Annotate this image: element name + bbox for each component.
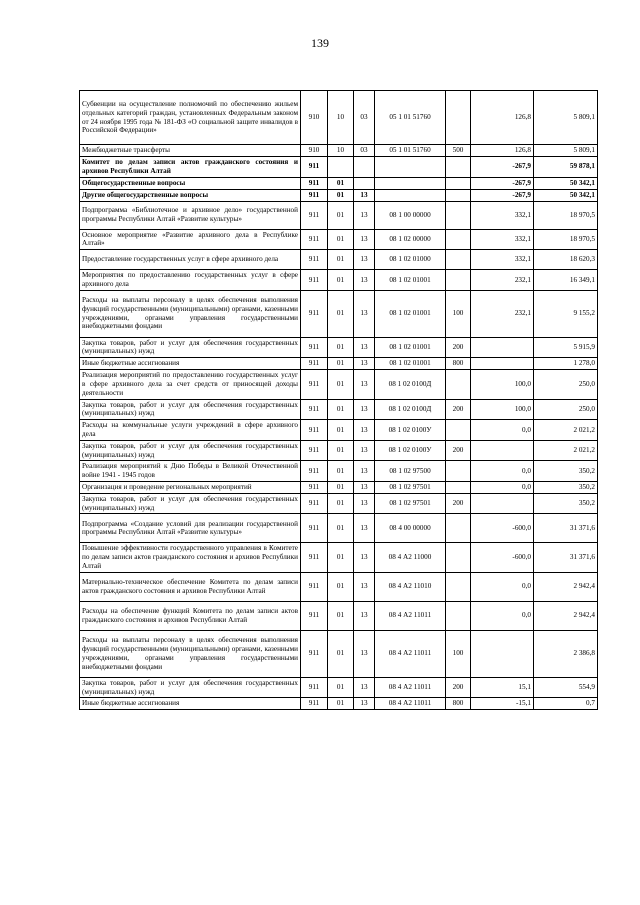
row-total-amount: 350,2	[534, 481, 598, 493]
table-row	[80, 572, 598, 601]
row-subsection-code: 13	[354, 677, 375, 698]
table-row	[80, 145, 598, 157]
row-subsection-code: 13	[354, 572, 375, 601]
row-section-code: 01	[328, 572, 354, 601]
row-expense-type-code	[446, 189, 471, 201]
row-change-amount: 100,0	[471, 399, 534, 420]
row-expense-type-code: 100	[446, 290, 471, 337]
row-subsection-code: 03	[354, 91, 375, 145]
row-name: Закупка товаров, работ и услуг для обеспечения государственных (муниципальных) нужд	[80, 440, 301, 461]
table-row	[80, 290, 598, 337]
row-name: Комитет по делам записи актов гражданского состояния и архивов Республики Алтай	[80, 157, 301, 178]
row-total-amount: 50 342,1	[534, 177, 598, 189]
row-target-article-code: 08 4 А2 11010	[375, 572, 446, 601]
row-target-article-code: 08 1 02 97501	[375, 481, 446, 493]
row-total-amount: 18 970,5	[534, 229, 598, 250]
row-section-code: 01	[328, 461, 354, 482]
table-row	[80, 481, 598, 493]
row-expense-type-code: 200	[446, 399, 471, 420]
row-target-article-code: 08 1 02 01000	[375, 250, 446, 270]
row-expense-type-code	[446, 420, 471, 441]
table-row	[80, 91, 598, 145]
row-ved-code: 911	[301, 189, 328, 201]
row-total-amount: 2 021,2	[534, 440, 598, 461]
table-row	[80, 493, 598, 514]
row-expense-type-code	[446, 514, 471, 543]
row-expense-type-code: 200	[446, 677, 471, 698]
row-target-article-code: 08 4 А2 11011	[375, 630, 446, 677]
row-change-amount	[471, 440, 534, 461]
row-section-code: 01	[328, 201, 354, 229]
row-target-article-code: 08 4 00 00000	[375, 514, 446, 543]
row-total-amount: 350,2	[534, 461, 598, 482]
row-name: Организация и проведение региональных мероприятий	[80, 481, 301, 493]
row-ved-code: 911	[301, 630, 328, 677]
row-name: Закупка товаров, работ и услуг для обеспечения государственных (муниципальных) нужд	[80, 493, 301, 514]
row-section-code: 01	[328, 543, 354, 572]
row-subsection-code: 03	[354, 145, 375, 157]
row-name: Мероприятия по предоставлению государственных услуг в сфере архивного дела	[80, 270, 301, 291]
row-change-amount: 232,1	[471, 270, 534, 291]
row-section-code	[328, 157, 354, 178]
row-expense-type-code	[446, 543, 471, 572]
row-change-amount: 0,0	[471, 572, 534, 601]
row-ved-code: 911	[301, 399, 328, 420]
row-target-article-code: 08 1 02 97501	[375, 493, 446, 514]
row-expense-type-code	[446, 270, 471, 291]
row-section-code: 01	[328, 250, 354, 270]
row-total-amount: 554,9	[534, 677, 598, 698]
row-ved-code: 911	[301, 514, 328, 543]
row-name: Предоставление государственных услуг в сфере архивного дела	[80, 250, 301, 270]
row-subsection-code: 13	[354, 481, 375, 493]
row-section-code: 01	[328, 677, 354, 698]
table-row	[80, 250, 598, 270]
row-expense-type-code	[446, 229, 471, 250]
row-total-amount: 0,7	[534, 698, 598, 710]
table-row	[80, 698, 598, 710]
row-ved-code: 911	[301, 229, 328, 250]
row-ved-code: 910	[301, 145, 328, 157]
row-section-code: 01	[328, 290, 354, 337]
row-subsection-code: 13	[354, 440, 375, 461]
row-subsection-code: 13	[354, 250, 375, 270]
table-row	[80, 177, 598, 189]
row-total-amount: 5 915,9	[534, 337, 598, 358]
row-section-code: 01	[328, 601, 354, 630]
row-ved-code: 911	[301, 420, 328, 441]
row-section-code: 01	[328, 229, 354, 250]
row-subsection-code	[354, 157, 375, 178]
row-ved-code: 911	[301, 270, 328, 291]
row-ved-code: 911	[301, 201, 328, 229]
row-section-code: 01	[328, 630, 354, 677]
row-ved-code: 911	[301, 493, 328, 514]
row-target-article-code: 08 4 А2 11011	[375, 601, 446, 630]
table-row	[80, 461, 598, 482]
row-change-amount: 0,0	[471, 481, 534, 493]
row-change-amount	[471, 493, 534, 514]
row-ved-code: 911	[301, 370, 328, 399]
row-ved-code: 911	[301, 358, 328, 370]
row-target-article-code	[375, 189, 446, 201]
row-total-amount: 2 386,8	[534, 630, 598, 677]
row-name: Общегосударственные вопросы	[80, 177, 301, 189]
budget-table	[79, 90, 598, 710]
row-name: Закупка товаров, работ и услуг для обеспечения государственных (муниципальных) нужд	[80, 399, 301, 420]
row-change-amount: 0,0	[471, 461, 534, 482]
row-total-amount: 31 371,6	[534, 514, 598, 543]
row-target-article-code	[375, 177, 446, 189]
row-subsection-code: 13	[354, 201, 375, 229]
table-row	[80, 543, 598, 572]
row-target-article-code: 08 1 02 01001	[375, 270, 446, 291]
row-target-article-code: 08 4 А2 11011	[375, 677, 446, 698]
row-expense-type-code	[446, 572, 471, 601]
table-row	[80, 358, 598, 370]
row-total-amount: 50 342,1	[534, 189, 598, 201]
row-target-article-code: 08 1 02 01001	[375, 337, 446, 358]
table-row	[80, 189, 598, 201]
row-change-amount: -600,0	[471, 543, 534, 572]
row-name: Повышение эффективности государственного управления в Комитете по делам записи актов гражданского состояния и архивов Республики Алтай	[80, 543, 301, 572]
row-name: Расходы на выплаты персоналу в целях обеспечения выполнения функций государственными (муниципальными) органами, казенными учреждениями, органами управления государственными внебюджетными фондами	[80, 630, 301, 677]
row-subsection-code	[354, 177, 375, 189]
row-total-amount: 18 970,5	[534, 201, 598, 229]
row-section-code: 01	[328, 481, 354, 493]
table-row	[80, 201, 598, 229]
row-expense-type-code: 200	[446, 337, 471, 358]
row-target-article-code: 08 1 02 01001	[375, 358, 446, 370]
row-name: Расходы на выплаты персоналу в целях обеспечения выполнения функций государственными (муниципальными) органами, казенными учреждениями, органами управления государственными внебюджетными фондами	[80, 290, 301, 337]
row-section-code: 01	[328, 440, 354, 461]
row-name: Подпрограмма «Создание условий для реализации государственной программы Республики Алтай «Развитие культуры»	[80, 514, 301, 543]
row-target-article-code: 08 4 А2 11000	[375, 543, 446, 572]
row-section-code: 01	[328, 370, 354, 399]
row-expense-type-code: 100	[446, 630, 471, 677]
row-name: Закупка товаров, работ и услуг для обеспечения государственных (муниципальных) нужд	[80, 337, 301, 358]
row-section-code: 10	[328, 145, 354, 157]
row-subsection-code: 13	[354, 461, 375, 482]
row-change-amount: -600,0	[471, 514, 534, 543]
row-total-amount: 18 620,3	[534, 250, 598, 270]
row-section-code: 01	[328, 189, 354, 201]
row-ved-code: 910	[301, 91, 328, 145]
row-total-amount: 5 809,1	[534, 91, 598, 145]
row-target-article-code: 05 1 01 51760	[375, 91, 446, 145]
row-ved-code: 911	[301, 698, 328, 710]
table-row	[80, 337, 598, 358]
row-change-amount	[471, 337, 534, 358]
row-subsection-code: 13	[354, 420, 375, 441]
row-total-amount: 2 942,4	[534, 601, 598, 630]
row-expense-type-code	[446, 461, 471, 482]
row-subsection-code: 13	[354, 601, 375, 630]
row-ved-code: 911	[301, 572, 328, 601]
row-target-article-code	[375, 157, 446, 178]
table-row	[80, 420, 598, 441]
row-target-article-code: 08 1 00 00000	[375, 201, 446, 229]
row-total-amount: 2 021,2	[534, 420, 598, 441]
row-subsection-code: 13	[354, 543, 375, 572]
row-expense-type-code	[446, 370, 471, 399]
table-row	[80, 370, 598, 399]
row-expense-type-code	[446, 481, 471, 493]
row-target-article-code: 08 1 02 01001	[375, 290, 446, 337]
row-subsection-code: 13	[354, 229, 375, 250]
row-ved-code: 911	[301, 157, 328, 178]
row-section-code: 01	[328, 270, 354, 291]
row-target-article-code: 08 1 02 97500	[375, 461, 446, 482]
page-number: 139	[311, 36, 329, 50]
row-expense-type-code	[446, 157, 471, 178]
row-expense-type-code: 500	[446, 145, 471, 157]
row-ved-code: 911	[301, 337, 328, 358]
row-name: Субвенции на осуществление полномочий по обеспечению жильем отдельных категорий граждан, установленных Федеральным законом от 24 ноября 1995 года № 181-ФЗ «О социальной защите инвалидов в Российской Федерации»	[80, 91, 301, 145]
row-change-amount: 0,0	[471, 420, 534, 441]
row-subsection-code: 13	[354, 493, 375, 514]
row-total-amount: 5 809,1	[534, 145, 598, 157]
row-change-amount: 0,0	[471, 601, 534, 630]
row-change-amount: 126,8	[471, 91, 534, 145]
row-change-amount: 126,8	[471, 145, 534, 157]
row-section-code: 01	[328, 358, 354, 370]
table-row	[80, 630, 598, 677]
row-change-amount: 15,1	[471, 677, 534, 698]
row-subsection-code: 13	[354, 630, 375, 677]
row-name: Материально-техническое обеспечение Комитета по делам записи актов гражданского состояния и архивов Республики Алтай	[80, 572, 301, 601]
row-section-code: 01	[328, 399, 354, 420]
row-total-amount: 250,0	[534, 370, 598, 399]
row-target-article-code: 08 1 02 0100Д	[375, 399, 446, 420]
row-name: Расходы на коммунальные услуги учреждений в сфере архивного дела	[80, 420, 301, 441]
row-total-amount: 1 278,0	[534, 358, 598, 370]
row-ved-code: 911	[301, 677, 328, 698]
row-name: Расходы на обеспечение функций Комитета по делам записи актов гражданского состояния и архивов Республики Алтай	[80, 601, 301, 630]
row-change-amount: 232,1	[471, 290, 534, 337]
row-target-article-code: 08 1 02 0100Д	[375, 370, 446, 399]
row-expense-type-code: 200	[446, 440, 471, 461]
row-ved-code: 911	[301, 250, 328, 270]
row-name: Подпрограмма «Библиотечное и архивное дело» государственной программы Республики Алтай «Развитие культуры»	[80, 201, 301, 229]
row-change-amount: -267,9	[471, 177, 534, 189]
table-row	[80, 514, 598, 543]
row-name: Иные бюджетные ассигнования	[80, 358, 301, 370]
row-expense-type-code: 800	[446, 698, 471, 710]
row-subsection-code: 13	[354, 399, 375, 420]
row-name: Реализация мероприятий к Дню Победы в Великой Отечественной войне 1941 - 1945 годов	[80, 461, 301, 482]
row-section-code: 10	[328, 91, 354, 145]
row-subsection-code: 13	[354, 270, 375, 291]
row-subsection-code: 13	[354, 189, 375, 201]
row-change-amount: 332,1	[471, 250, 534, 270]
row-total-amount: 350,2	[534, 493, 598, 514]
row-expense-type-code: 800	[446, 358, 471, 370]
row-name: Закупка товаров, работ и услуг для обеспечения государственных (муниципальных) нужд	[80, 677, 301, 698]
row-ved-code: 911	[301, 440, 328, 461]
row-name: Межбюджетные трансферты	[80, 145, 301, 157]
row-total-amount: 31 371,6	[534, 543, 598, 572]
row-ved-code: 911	[301, 481, 328, 493]
table-row	[80, 270, 598, 291]
row-expense-type-code	[446, 201, 471, 229]
row-target-article-code: 08 1 02 0100У	[375, 420, 446, 441]
row-subsection-code: 13	[354, 290, 375, 337]
row-section-code: 01	[328, 337, 354, 358]
row-change-amount: 332,1	[471, 229, 534, 250]
row-change-amount: -267,9	[471, 157, 534, 178]
row-section-code: 01	[328, 177, 354, 189]
row-target-article-code: 05 1 01 51760	[375, 145, 446, 157]
row-section-code: 01	[328, 493, 354, 514]
row-target-article-code: 08 4 А2 11011	[375, 698, 446, 710]
table-row	[80, 399, 598, 420]
table-row	[80, 229, 598, 250]
row-change-amount	[471, 358, 534, 370]
row-ved-code: 911	[301, 543, 328, 572]
row-change-amount: -267,9	[471, 189, 534, 201]
row-ved-code: 911	[301, 290, 328, 337]
row-subsection-code: 13	[354, 370, 375, 399]
row-change-amount	[471, 630, 534, 677]
row-section-code: 01	[328, 514, 354, 543]
row-expense-type-code	[446, 601, 471, 630]
row-subsection-code: 13	[354, 337, 375, 358]
row-expense-type-code	[446, 91, 471, 145]
row-total-amount: 2 942,4	[534, 572, 598, 601]
row-expense-type-code: 200	[446, 493, 471, 514]
row-name: Другие общегосударственные вопросы	[80, 189, 301, 201]
row-subsection-code: 13	[354, 698, 375, 710]
row-section-code: 01	[328, 420, 354, 441]
row-total-amount: 16 349,1	[534, 270, 598, 291]
row-target-article-code: 08 1 02 0100У	[375, 440, 446, 461]
row-total-amount: 9 155,2	[534, 290, 598, 337]
row-name: Основное мероприятие «Развитие архивного дела в Республике Алтай»	[80, 229, 301, 250]
table-row	[80, 440, 598, 461]
row-total-amount: 250,0	[534, 399, 598, 420]
row-expense-type-code	[446, 250, 471, 270]
row-change-amount: -15,1	[471, 698, 534, 710]
row-change-amount: 332,1	[471, 201, 534, 229]
row-name: Иные бюджетные ассигнования	[80, 698, 301, 710]
row-subsection-code: 13	[354, 358, 375, 370]
row-expense-type-code	[446, 177, 471, 189]
row-total-amount: 59 878,1	[534, 157, 598, 178]
row-change-amount: 100,0	[471, 370, 534, 399]
table-row	[80, 677, 598, 698]
row-name: Реализация мероприятий по предоставлению государственных услуг в сфере архивного дела за счет средств от приносящей доходы деятельности	[80, 370, 301, 399]
row-section-code: 01	[328, 698, 354, 710]
row-subsection-code: 13	[354, 514, 375, 543]
row-ved-code: 911	[301, 461, 328, 482]
row-target-article-code: 08 1 02 00000	[375, 229, 446, 250]
table-row	[80, 601, 598, 630]
row-ved-code: 911	[301, 601, 328, 630]
table-row	[80, 157, 598, 178]
row-ved-code: 911	[301, 177, 328, 189]
